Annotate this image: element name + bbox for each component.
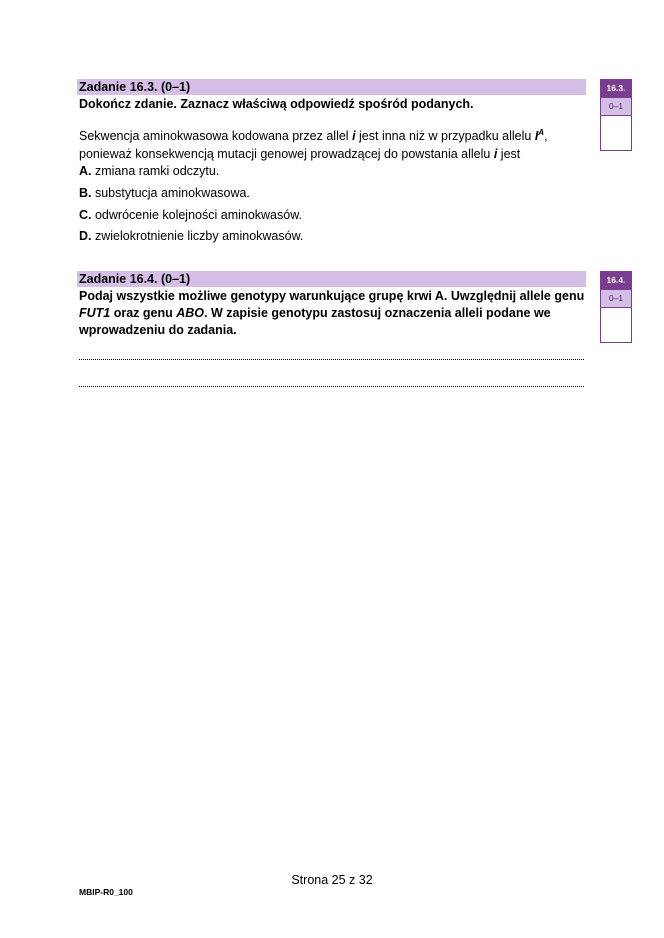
instruction-text: . W zapisie genotypu zastosuj oznaczenia alleli podane we	[204, 306, 551, 320]
option-d[interactable]	[79, 228, 303, 244]
task-header-16-4: Zadanie 16.4. (0–1)	[77, 271, 586, 287]
score-range: 0–1	[601, 289, 631, 307]
score-id: 16.3.	[601, 80, 631, 97]
instruction-line-1: Podaj wszystkie możliwe genotypy warunkujące grupę krwi A. Uwzględnij allele genu	[79, 289, 585, 303]
option-a[interactable]	[79, 163, 219, 179]
instruction-line-2	[79, 305, 589, 322]
stem-text: jest inna niż w przypadku allelu	[355, 129, 535, 144]
gene-name: FUT1	[79, 306, 111, 320]
option-text: substytucja aminokwasowa.	[91, 186, 250, 200]
option-letter: A.	[79, 164, 92, 178]
stem-text: ponieważ konsekwencją mutacji genowej prowadzącej do powstania allelu	[79, 147, 494, 162]
page-number: Strona 25 z 32	[291, 873, 373, 887]
allele-i: i	[352, 129, 356, 144]
score-box-16-3	[600, 79, 632, 151]
stem-text: Sekwencja aminokwasowa kodowana przez allel	[79, 129, 353, 144]
option-letter: C.	[79, 208, 92, 222]
allele-superscript: A	[538, 128, 545, 137]
allele-i: i	[493, 147, 498, 162]
option-letter: D.	[79, 229, 92, 243]
option-text: zwielokrotnienie liczby aminokwasów.	[91, 229, 304, 243]
answer-line-1[interactable]	[79, 359, 584, 360]
instruction-line-3: wprowadzeniu do zadania.	[79, 323, 237, 337]
score-box-16-4	[600, 271, 632, 343]
option-b[interactable]	[79, 185, 250, 201]
option-text: zmiana ramki odczytu.	[91, 164, 220, 178]
option-letter: B.	[79, 186, 92, 200]
exam-code: MBIP-R0_100	[79, 887, 133, 897]
answer-line-2[interactable]	[79, 386, 584, 387]
stem-text: ,	[544, 129, 548, 144]
score-id: 16.4.	[601, 272, 631, 289]
task-header-16-3: Zadanie 16.3. (0–1)	[77, 79, 586, 95]
score-range: 0–1	[601, 97, 631, 115]
stem-text: jest	[497, 147, 521, 162]
task-stem-16-3	[79, 124, 589, 163]
score-field[interactable]	[601, 115, 631, 150]
stem-line-1	[79, 124, 589, 145]
task-instruction-16-4	[79, 288, 589, 339]
stem-line-2	[79, 145, 589, 163]
task-instruction-16-3: Dokończ zdanie. Zaznacz właściwą odpowiedź spośród podanych.	[79, 97, 474, 111]
allele-IA: I	[534, 129, 539, 144]
instruction-text: oraz genu	[110, 306, 177, 320]
option-c[interactable]	[79, 207, 302, 223]
score-field[interactable]	[601, 307, 631, 342]
option-text: odwrócenie kolejności aminokwasów.	[91, 208, 303, 222]
gene-name: ABO	[176, 306, 205, 320]
